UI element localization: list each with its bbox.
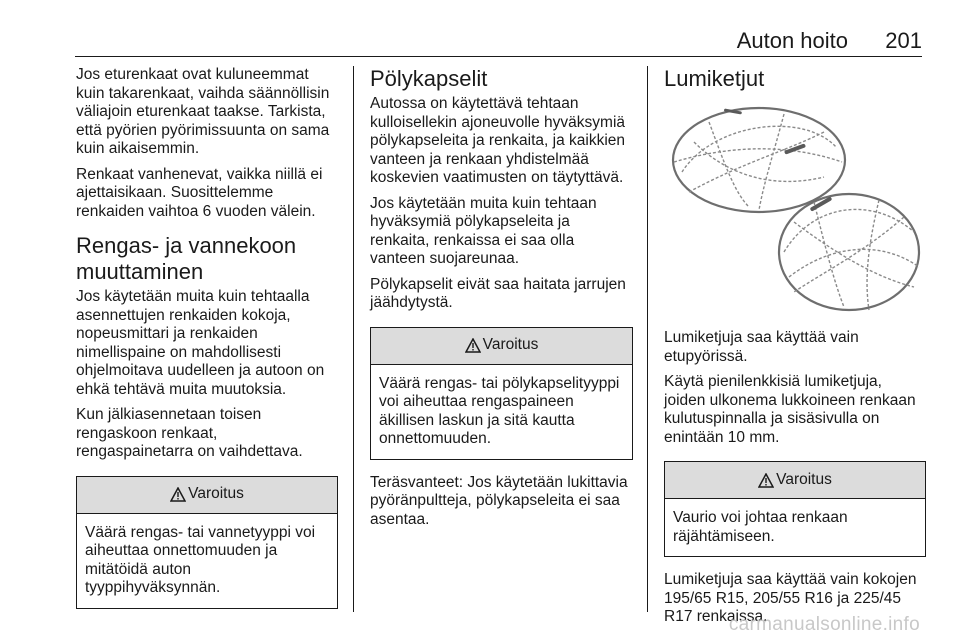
warning-text: Väärä rengas- tai vannetyyppi voi aiheuttaa onnettomuuden ja mitätöidä auton tyyppihyväksynnän. (85, 523, 316, 596)
warning-title: Varoitus (188, 485, 244, 503)
paragraph: Käytä pienilenkkisiä lumiketjuja, joiden ulkonema lukkoineen renkaan kulutuspinnalla ja sisäsivulla on enintään 10 mm. (664, 373, 916, 446)
column-3 (664, 66, 926, 634)
warning-header (665, 462, 925, 499)
paragraph: Renkaat vanhenevat, vaikka niillä ei ajettaisikaan. Suosittelemme renkaiden vaihtoa 6 vuoden välein. (76, 165, 323, 220)
paragraph: Pölykapselit eivät saa haitata jarrujen jäähdytystä. (370, 275, 626, 311)
warning-triangle-icon (758, 473, 774, 488)
column-divider-2 (647, 66, 648, 612)
paragraph: Teräsvanteet: Jos käytetään lukittavia pyöränpultteja, pölykapseleita ei saa asentaa. (370, 473, 628, 528)
column-2 (370, 66, 633, 536)
warning-text: Vaurio voi johtaa renkaan räjähtämiseen. (673, 509, 848, 545)
warning-header (371, 328, 632, 365)
paragraph: Lumiketjuja saa käyttää vain kokojen 195/65 R15, 205/55 R16 ja 225/45 R17 renkaissa. (664, 571, 917, 625)
paragraph: Autossa on käytettävä tehtaan kulloisellekin ajoneuvolle hyväksymiä pölykapseleita ja renkaita, ja kaikkien vanteen ja renkaan yhdistelmää koskevien vaatimusten on täytyttävä. (370, 95, 626, 186)
header-rule (75, 56, 922, 57)
warning-box (370, 327, 633, 460)
paragraph: Lumiketjuja saa käyttää vain etupyörissä. (664, 329, 859, 365)
paragraph: Jos käytetään muita kuin tehtaalla asennettujen renkaiden kokoja, nopeusmittari ja renkaiden nimellispaine on mahdollisesti ohjelmoitava uudelleen ja autoon on ehkä tehtävä muita muutoksia. (76, 288, 325, 398)
snow-chain-illustration (664, 102, 926, 317)
section-title: Auton hoito (736, 28, 848, 53)
warning-box (664, 461, 926, 557)
warning-title: Varoitus (482, 336, 539, 354)
paragraph: Kun jälkiasennetaan toisen rengaskoon renkaat, rengaspainetarra on vaihdettava. (76, 406, 303, 460)
paragraph: Jos eturenkaat ovat kuluneemmat kuin takarenkaat, vaihda säännöllisin väliajoin eturenkaat taakse. Tarkista, että pyörien pyörimissuunta on sama kuin aikaisemmin. (76, 66, 330, 157)
column-divider-1 (353, 66, 354, 612)
warning-title: Varoitus (776, 470, 832, 488)
warning-box (76, 476, 338, 609)
section-heading: Pölykapselit (370, 66, 488, 91)
column-1 (76, 66, 338, 623)
warning-triangle-icon (170, 487, 186, 502)
warning-text: Väärä rengas- tai pölykapselityyppi voi aiheuttaa rengaspaineen äkillisen laskun ja sitä kautta onnettomuuden. (379, 374, 620, 447)
paragraph: Jos käytetään muita kuin tehtaan hyväksymiä pölykapseleita ja renkaita, renkaissa ei saa olla vanteen suojareunaa. (370, 194, 597, 267)
warning-triangle-icon (465, 338, 481, 353)
page-header (0, 0, 960, 60)
watermark: carmanualsonline.info (728, 614, 920, 635)
warning-header (77, 477, 337, 514)
section-heading: Lumiketjut (664, 66, 765, 91)
page-number: 201 (885, 28, 922, 53)
section-heading: Rengas- ja vannekoon muuttaminen (76, 233, 297, 284)
